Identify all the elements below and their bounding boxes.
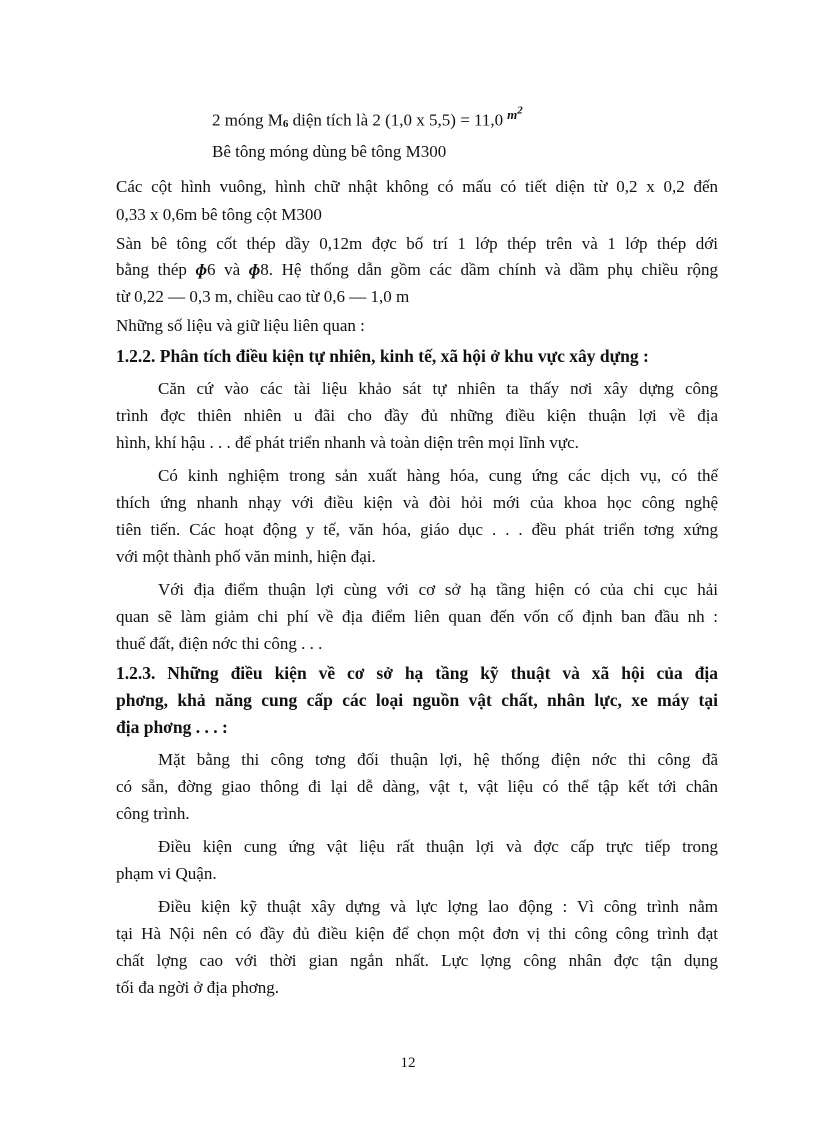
section-heading-1-2-3-end: địa phơng . . . : <box>116 717 228 737</box>
unit-exponent: 2 <box>517 105 523 117</box>
text-line: thích ứng nhanh nhạy với điều kiện và đòi hỏi mới của khoa học công nghệ <box>116 493 718 512</box>
section-heading-1-2-3: 1.2.3. Những điều kiện về cơ sở hạ tầng kỹ thuật và xã hội của địa <box>116 663 718 683</box>
steel-line <box>116 259 718 281</box>
text-line: công trình. <box>116 804 190 823</box>
text-line: hình, khí hậu . . . để phát triển nhanh và toàn diện trên mọi lĩnh vực. <box>116 433 579 452</box>
text-line: với một thành phố văn minh, hiện đại. <box>116 547 376 566</box>
text-line: Mặt bằng thi công tơng đối thuận lợi, hệ thống điện nớc thi công đã <box>158 750 718 769</box>
text-line: tiên tiến. Các hoạt động y tế, văn hóa, giáo dục . . . đều phát triển tơng xứng <box>116 520 718 539</box>
subscript: 6 <box>282 118 289 131</box>
text-line: trình đợc thiên nhiên u đãi cho đầy đủ những điều kiện thuận lợi về địa <box>116 406 718 425</box>
text-line: quan sẽ làm giảm chi phí về địa điểm liên quan đến vốn cố định ban đầu nh : <box>116 607 718 626</box>
text-line: Các cột hình vuông, hình chữ nhật không có mấu có tiết diện từ 0,2 x 0,2 đến <box>116 177 718 196</box>
page-number: 12 <box>400 1055 416 1071</box>
phi-symbol: ɸ <box>248 260 261 279</box>
unit-letter: m <box>507 107 518 123</box>
text-line: từ 0,22 — 0,3 m, chiều cao từ 0,6 — 1,0 m <box>116 287 410 306</box>
unit-square-meter <box>507 107 523 122</box>
text-line: Có kinh nghiệm trong sản xuất hàng hóa, cung ứng các dịch vụ, có thể <box>158 466 718 485</box>
text-line: Điều kiện cung ứng vật liệu rất thuận lợi và đợc cấp trực tiếp trong <box>158 837 718 856</box>
text-line: thuế đất, điện nớc thi công . . . <box>116 634 323 653</box>
text-segment: 8. Hệ thống dẫn gồm các dầm chính và dầm phụ chiều rộng <box>260 260 718 279</box>
text-line: Sàn bê tông cốt thép dầy 0,12m đợc bố trí 1 lớp thép trên và 1 lớp thép dới <box>116 234 718 253</box>
text-line: 0,33 x 0,6m bê tông cột M300 <box>116 205 322 224</box>
section-heading-1-2-3-cont: phơng, khả năng cung cấp các loại nguồn vật chất, nhân lực, xe máy tại <box>116 690 718 710</box>
foundation-area-line <box>212 106 523 133</box>
text-segment: 6 và <box>207 260 249 279</box>
text-line: chất lợng cao với thời gian ngắn nhất. Lực lợng công nhân đợc tận dụng <box>116 951 718 970</box>
text-line: phạm vi Quận. <box>116 864 217 883</box>
text-line: Điều kiện kỹ thuật xây dựng và lực lợng lao động : Vì công trình nằm <box>158 897 718 916</box>
text-line: Những số liệu và giữ liệu liên quan : <box>116 316 365 335</box>
text-segment: diện tích là 2 (1,0 x 5,5) = 11,0 <box>288 110 504 130</box>
phi-symbol: ɸ <box>195 260 208 279</box>
text-line: Với địa điểm thuận lợi cùng với cơ sở hạ tầng hiện có của chi cục hải <box>158 580 718 599</box>
text-line: có sẵn, đờng giao thông đi lại dễ dàng, vật t, vật liệu có thể tập kết tới chân <box>116 777 718 796</box>
text-line: tối đa ngời ở địa phơng. <box>116 978 279 997</box>
text-segment: bằng thép <box>116 260 196 279</box>
text-line: Căn cứ vào các tài liệu khảo sát tự nhiên ta thấy nơi xây dựng công <box>158 379 718 398</box>
text-segment: 2 móng M <box>212 110 283 130</box>
section-heading-1-2-2: 1.2.2. Phân tích điều kiện tự nhiên, kinh tế, xã hội ở khu vực xây dựng : <box>116 346 649 366</box>
text-line: tại Hà Nội nên có đầy đủ điều kiện để chọn một đơn vị thi công công trình đạt <box>116 924 718 943</box>
text-line: Bê tông móng dùng bê tông M300 <box>212 142 447 161</box>
